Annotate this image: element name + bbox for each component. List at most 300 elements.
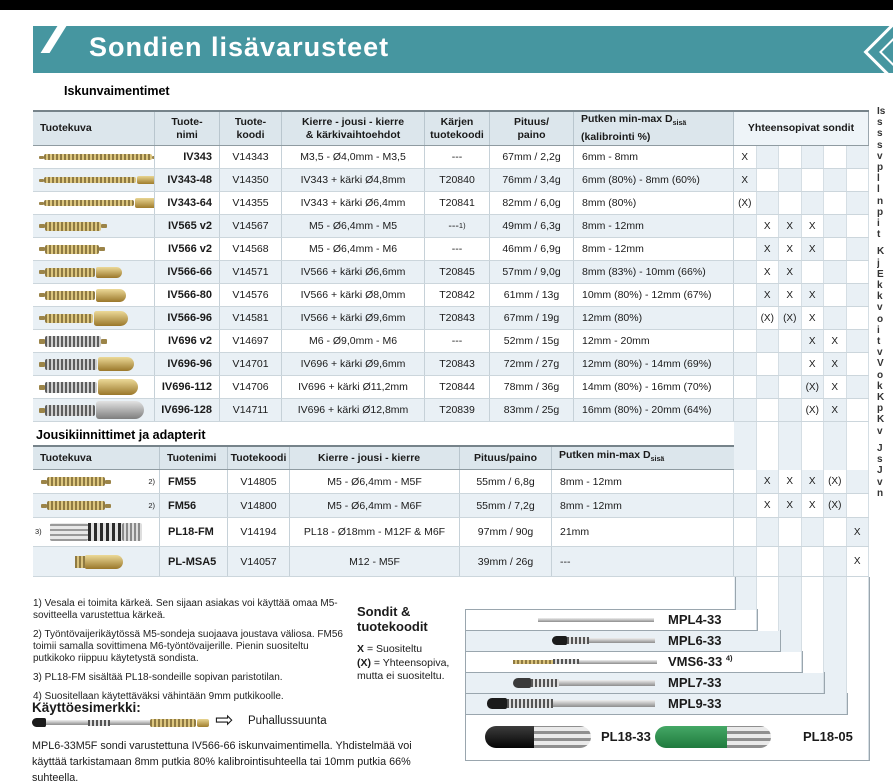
product-name: IV696-112 [155, 376, 220, 398]
thread-spec: M5 - Ø6,4mm - M5F [290, 470, 460, 493]
vesala-logo-icon [863, 19, 893, 84]
product-image-part [50, 523, 88, 541]
compat-cells [734, 284, 869, 306]
clipped-text-line: l [877, 184, 880, 196]
compat-mark: X [802, 353, 825, 375]
compat-mark: (X) [757, 307, 780, 329]
product-image-part [45, 222, 101, 231]
pipe-range: 10mm (80%) - 12mm (67%) [574, 284, 734, 306]
compat-mark [779, 192, 802, 214]
pipe-range: 14mm (80%) - 16mm (70%) [574, 376, 734, 398]
product-image-part [101, 224, 107, 228]
product-name: IV566-66 [155, 261, 220, 283]
compat-mark [802, 192, 825, 214]
spring-row: 2) FM56 V14800 M5 - Ø6,4mm - M6F 55mm / 7,2g 8mm - 12mm X X X (X) [33, 494, 869, 518]
compat-mark [734, 330, 757, 352]
col-header-kierre: Kierre - jousi - kierre & kärkivaihtoehdot [282, 112, 425, 145]
clipped-text-line: s [877, 117, 883, 129]
product-image-part [45, 268, 95, 277]
tip-code: T20840 [425, 169, 490, 191]
thread-spec: M12 - M5F [290, 547, 460, 576]
clipped-text-line: K [877, 392, 885, 404]
product-name: IV696-128 [155, 399, 220, 421]
product-image-part [105, 504, 111, 508]
damper-row [33, 238, 869, 261]
compat-mark: X [779, 261, 802, 283]
col-header-tuotekuva: Tuotekuva [33, 112, 155, 145]
product-name: IV343 [155, 146, 220, 168]
length-weight: 39mm / 26g [460, 547, 552, 576]
compat-mark [757, 330, 780, 352]
product-code: V14576 [220, 284, 282, 306]
thread-spec: IV566 + kärki Ø6,6mm [282, 261, 425, 283]
clipped-text-line: p [877, 162, 884, 174]
product-image [33, 245, 105, 254]
length-weight: 67mm / 19g [490, 307, 574, 329]
thread-spec: M3,5 - Ø4,0mm - M3,5 [282, 146, 425, 168]
clipped-text-line: J [877, 465, 883, 477]
product-image [33, 401, 144, 419]
compat-mark [802, 261, 825, 283]
compat-mark [847, 494, 870, 517]
pipe-range: 8mm - 12mm [552, 470, 734, 493]
damper-row [33, 399, 869, 422]
clipped-text-line: i [877, 324, 880, 336]
damper-row [33, 376, 869, 399]
compat-mark [847, 470, 870, 493]
product-name: IV696-96 [155, 353, 220, 375]
compat-mark: (X) [802, 399, 825, 421]
product-code: V14355 [220, 192, 282, 214]
compat-mark [757, 192, 780, 214]
product-image-part [137, 176, 155, 184]
compat-cells [734, 376, 869, 398]
compat-mark [824, 215, 847, 237]
clipped-text-line: l [877, 173, 880, 185]
compat-cells [734, 470, 869, 493]
example-body: MPL6-33M5F sondi varustettuna IV566-66 iskunvaimentimella. Yhdistelmää voi käyttää tarkistamaan 8mm putkia 80% kalibrointisuhteella tai 10mm putkia 66% suhteella. [32, 740, 412, 782]
compat-mark [779, 146, 802, 168]
product-image [33, 267, 122, 278]
clipped-text-line: p [877, 403, 884, 415]
compat-cells [734, 399, 869, 421]
clipped-text-line: k [877, 280, 883, 292]
compat-cells [734, 192, 869, 214]
compat-cells [734, 238, 869, 260]
clipped-text-line: n [877, 487, 884, 499]
compat-mark: X [757, 494, 780, 517]
col-header-tuotekuva: Tuotekuva [33, 447, 160, 469]
product-image-part [47, 501, 105, 510]
damper-row [33, 330, 869, 353]
probe-label: MPL4-33 [668, 612, 722, 627]
product-image-part [45, 314, 93, 323]
compat-cells [734, 307, 869, 329]
compat-mark [847, 238, 870, 260]
product-image-part [94, 311, 128, 326]
product-name: IV566 v2 [155, 238, 220, 260]
example-heading: Käyttöesimerkki: [32, 700, 141, 715]
col-header-putken: Putken min-max $D_{sisä}$ [559, 449, 665, 464]
product-image [33, 176, 155, 184]
compat-mark [757, 547, 780, 576]
compat-mark [734, 215, 757, 237]
compat-mark [779, 399, 802, 421]
clipped-text-line: v [877, 476, 883, 488]
pipe-range: 8mm (83%) - 10mm (66%) [574, 261, 734, 283]
clipped-text-line: s [877, 128, 883, 140]
product-image [35, 501, 111, 510]
product-image-part [98, 379, 138, 395]
probe-image-pl18-33 [485, 726, 591, 748]
compat-cells [734, 353, 869, 375]
probe-image-mpl7-33 [513, 678, 655, 688]
compat-mark [847, 330, 870, 352]
compat-mark [847, 284, 870, 306]
length-weight: 46mm / 6,9g [490, 238, 574, 260]
length-weight: 67mm / 2,2g [490, 146, 574, 168]
length-weight: 49mm / 6,3g [490, 215, 574, 237]
compat-mark [824, 192, 847, 214]
damper-row [33, 215, 869, 238]
compat-mark: X [757, 470, 780, 493]
product-name: IV343-64 [155, 192, 220, 214]
banner-slash-decoration [41, 26, 67, 53]
clipped-text-line: o [877, 369, 884, 381]
col-header-pituus: Pituus/ paino [490, 112, 574, 145]
legend-heading: Sondit & tuotekoodit [357, 604, 428, 634]
clipped-text-line: k [877, 291, 883, 303]
col-header-putken: Putken min-max $D_{sisä}$ (kalibrointi %) [574, 112, 734, 145]
compat-mark [847, 215, 870, 237]
product-code: V14697 [220, 330, 282, 352]
example-probe-image [32, 718, 209, 727]
product-image-part [47, 477, 105, 486]
compat-cells [734, 494, 869, 517]
compat-mark [847, 376, 870, 398]
clipped-text-line: v [877, 150, 883, 162]
probe-image-vms6-33 [513, 659, 657, 664]
compat-mark: X [824, 399, 847, 421]
spring-row: 2) FM55 V14805 M5 - Ø6,4mm - M5F 55mm / 6,8g 8mm - 12mm X X X (X) [33, 470, 869, 494]
length-weight: 82mm / 6,0g [490, 192, 574, 214]
clipped-text-line: s [877, 454, 883, 466]
tip-code: T20841 [425, 192, 490, 214]
compat-mark: X [757, 284, 780, 306]
compat-cells [734, 215, 869, 237]
product-name: IV566-96 [155, 307, 220, 329]
damper-row [33, 146, 869, 169]
probe-image-mpl9-33 [487, 698, 655, 709]
compat-mark [734, 494, 757, 517]
product-image [35, 477, 111, 486]
compat-mark: X [802, 284, 825, 306]
product-image-part [96, 267, 122, 278]
tip-code: T20844 [425, 376, 490, 398]
compat-cells [734, 146, 869, 168]
product-name: PL-MSA5 [160, 547, 228, 576]
compat-mark: X [757, 215, 780, 237]
page-title: Sondien lisävarusteet [89, 32, 390, 62]
clipped-text-line: K [877, 414, 885, 426]
arrow-label: Puhallussuunta [248, 715, 327, 727]
blow-direction-arrow-icon: ⇨ [215, 708, 234, 733]
clipped-text-line: v [877, 347, 883, 359]
length-weight: 52mm / 15g [490, 330, 574, 352]
tip-code: --- [425, 238, 490, 260]
product-image-part [45, 382, 97, 393]
product-image [33, 198, 155, 208]
compat-mark: X [779, 470, 802, 493]
damper-row [33, 353, 869, 376]
product-image-part [105, 480, 111, 484]
tip-code: --- [425, 330, 490, 352]
footnote-1: 1) Vesala ei toimita kärkeä. Sen sijaan asiakas voi käyttää omaa M5-sovitteella varustettua kärkeä. [33, 598, 338, 621]
col-header-tuotekoodi: Tuotekoodi [228, 447, 290, 469]
compat-mark: (X) [734, 192, 757, 214]
compat-mark: X [757, 261, 780, 283]
thread-spec: IV566 + kärki Ø8,0mm [282, 284, 425, 306]
pipe-range: 6mm - 8mm [574, 146, 734, 168]
compat-mark [847, 399, 870, 421]
product-image-part [85, 555, 123, 569]
clipped-text-line: E [877, 268, 884, 280]
tip-code: T20845 [425, 261, 490, 283]
product-code: V14701 [220, 353, 282, 375]
product-name: IV566-80 [155, 284, 220, 306]
product-code: V14800 [228, 494, 290, 517]
compat-mark [824, 518, 847, 546]
product-image-part [75, 556, 85, 568]
thread-spec: IV343 + kärki Ø4,8mm [282, 169, 425, 191]
damper-row [33, 169, 869, 192]
product-code: V14805 [228, 470, 290, 493]
compat-mark [757, 146, 780, 168]
product-code: V14568 [220, 238, 282, 260]
footnote-3: 3) PL18-FM sisältää PL18-sondeille sopivan paristotilan. [33, 672, 283, 683]
product-image [33, 154, 155, 160]
damper-row [33, 307, 869, 330]
length-weight: 55mm / 6,8g [460, 470, 552, 493]
product-image-part [135, 198, 155, 208]
compat-mark [824, 169, 847, 191]
section-heading-dampers: Iskunvaimentimet [64, 84, 170, 98]
damper-row [33, 261, 869, 284]
pipe-range: 12mm (80%) - 14mm (69%) [574, 353, 734, 375]
clipped-text-line: J [877, 442, 883, 454]
tip-code: --- [425, 146, 490, 168]
product-image [33, 222, 107, 231]
compat-mark: (X) [802, 376, 825, 398]
compat-cells [734, 169, 869, 191]
product-image-part [101, 339, 107, 344]
compat-mark: X [824, 376, 847, 398]
probe-image-mpl6-33 [552, 636, 655, 645]
compat-mark [802, 169, 825, 191]
compat-mark [847, 261, 870, 283]
thread-spec: IV566 + kärki Ø9,6mm [282, 307, 425, 329]
length-weight: 57mm / 9,0g [490, 261, 574, 283]
compat-mark [847, 146, 870, 168]
clipped-text-line: k [877, 380, 883, 392]
product-name: PL18-FM [160, 518, 228, 546]
clipped-text-line: t [877, 336, 881, 348]
col-header-karjen: Kärjen tuotekoodi [425, 112, 490, 145]
tip-code: T20842 [425, 284, 490, 306]
compat-mark [734, 547, 757, 576]
compat-mark [847, 307, 870, 329]
compat-mark: X [847, 547, 870, 576]
compat-mark [734, 353, 757, 375]
compat-mark: X [802, 330, 825, 352]
col-header-pituus: Pituus/paino [460, 447, 552, 469]
compat-mark: X [779, 494, 802, 517]
section-heading-springs: Jousikiinnittimet ja adapterit [36, 428, 206, 442]
length-weight: 76mm / 3,4g [490, 169, 574, 191]
clipped-text-line: V [877, 358, 884, 370]
compat-cells [734, 261, 869, 283]
col-header-compat: Yhteensopivat sondit [734, 112, 869, 145]
length-weight: 55mm / 7,2g [460, 494, 552, 517]
product-code: V14581 [220, 307, 282, 329]
compat-mark [734, 399, 757, 421]
compat-mark [779, 376, 802, 398]
compat-mark: X [779, 215, 802, 237]
product-image-part [96, 289, 126, 302]
damper-row [33, 284, 869, 307]
compat-mark [734, 307, 757, 329]
pipe-range: 8mm - 12mm [552, 494, 734, 517]
compat-mark [802, 518, 825, 546]
springs-table-header [33, 445, 734, 470]
clipped-text-line: v [877, 425, 883, 437]
pipe-range: 12mm (80%) [574, 307, 734, 329]
product-image [69, 555, 123, 569]
clipped-text-line: o [877, 313, 884, 325]
product-code: V14711 [220, 399, 282, 421]
thread-spec: M6 - Ø9,0mm - M6 [282, 330, 425, 352]
compat-cells [734, 547, 869, 576]
compat-mark [779, 169, 802, 191]
compat-mark [734, 376, 757, 398]
compat-mark [779, 353, 802, 375]
length-weight: 78mm / 36g [490, 376, 574, 398]
product-name: IV696 v2 [155, 330, 220, 352]
dampers-table-header [33, 110, 869, 146]
product-image-part [96, 401, 144, 419]
product-image [33, 289, 126, 302]
probe-label: MPL6-33 [668, 633, 722, 648]
probe-label: PL18-05 [803, 729, 853, 744]
compat-mark: X [802, 494, 825, 517]
pipe-range: 8mm - 12mm [574, 215, 734, 237]
compat-mark [757, 353, 780, 375]
product-image [33, 357, 134, 371]
compat-mark [824, 146, 847, 168]
footnote-2: 2) Työntövaijerikäytössä M5-sondeja suojaava joustava väliosa. FM56 toimii samalla sovittimena M6-työntövaijerille. Pienin suositeltu putkikoko riippuu käytetystä sondista. [33, 629, 343, 664]
compat-mark: X [824, 330, 847, 352]
compat-mark: X [734, 169, 757, 191]
footnote-4: 4) Suositellaan käytettäväksi vähintään 9mm putkikoolle. [33, 691, 284, 702]
damper-row [33, 192, 869, 215]
clipped-text-line: Is [877, 106, 886, 117]
top-black-bar [0, 0, 893, 10]
pipe-range: 21mm [552, 518, 734, 546]
tip-code: T20843 [425, 307, 490, 329]
compat-mark: X [779, 284, 802, 306]
thread-spec: IV696 + kärki Ø9,6mm [282, 353, 425, 375]
product-image-part [99, 247, 105, 251]
footnotes [33, 598, 349, 710]
probe-label: MPL9-33 [668, 696, 722, 711]
product-code: V14057 [228, 547, 290, 576]
product-image-part [44, 154, 152, 160]
clipped-text-line: p [877, 206, 884, 218]
compat-mark [824, 261, 847, 283]
compat-mark [734, 284, 757, 306]
thread-spec: PL18 - Ø18mm - M12F & M6F [290, 518, 460, 546]
compat-mark [802, 146, 825, 168]
col-header-tuotenimi: Tuotenimi [160, 447, 228, 469]
compat-mark [824, 307, 847, 329]
thread-spec: IV343 + kärki Ø6,4mm [282, 192, 425, 214]
product-image [33, 379, 138, 395]
thread-spec: M5 - Ø6,4mm - M5 [282, 215, 425, 237]
compat-mark: (X) [779, 307, 802, 329]
compat-mark [757, 169, 780, 191]
product-image-part [45, 291, 95, 300]
clipped-text-line: j [877, 257, 880, 269]
compat-mark: X [779, 238, 802, 260]
clipped-text-line: s [877, 139, 883, 151]
compat-mark [734, 470, 757, 493]
compat-mark [779, 518, 802, 546]
compat-cells [734, 518, 869, 546]
product-code: V14571 [220, 261, 282, 283]
col-header-kierre: Kierre - jousi - kierre [290, 447, 460, 469]
product-image-part [45, 405, 95, 416]
compat-cells [734, 330, 869, 352]
clipped-text-line: v [877, 302, 883, 314]
clipped-text-line: t [877, 229, 881, 241]
compat-mark [734, 261, 757, 283]
compat-mark [847, 192, 870, 214]
product-image-part [45, 359, 97, 370]
pipe-range: 8mm (80%) [574, 192, 734, 214]
thread-spec: M5 - Ø6,4mm - M6 [282, 238, 425, 260]
compat-mark [779, 547, 802, 576]
probe-image-mpl4-33 [538, 618, 654, 622]
product-image-part [98, 357, 134, 371]
length-weight: 97mm / 90g [460, 518, 552, 546]
compat-mark [734, 518, 757, 546]
product-name: FM56 [160, 494, 228, 517]
col-header-tuotenimi: Tuote- nimi [155, 112, 220, 145]
product-name: FM55 [160, 470, 228, 493]
clipped-text-line: n [877, 195, 884, 207]
product-image [44, 523, 142, 541]
compat-mark: X [734, 146, 757, 168]
product-name: IV565 v2 [155, 215, 220, 237]
compat-mark [757, 518, 780, 546]
product-image-part [44, 200, 134, 206]
clipped-text-line: i [877, 218, 880, 230]
compat-mark [824, 238, 847, 260]
compat-mark: (X) [824, 494, 847, 517]
pipe-range: 8mm - 12mm [574, 238, 734, 260]
compat-mark: X [802, 215, 825, 237]
probe-image-pl18-05 [655, 726, 771, 748]
